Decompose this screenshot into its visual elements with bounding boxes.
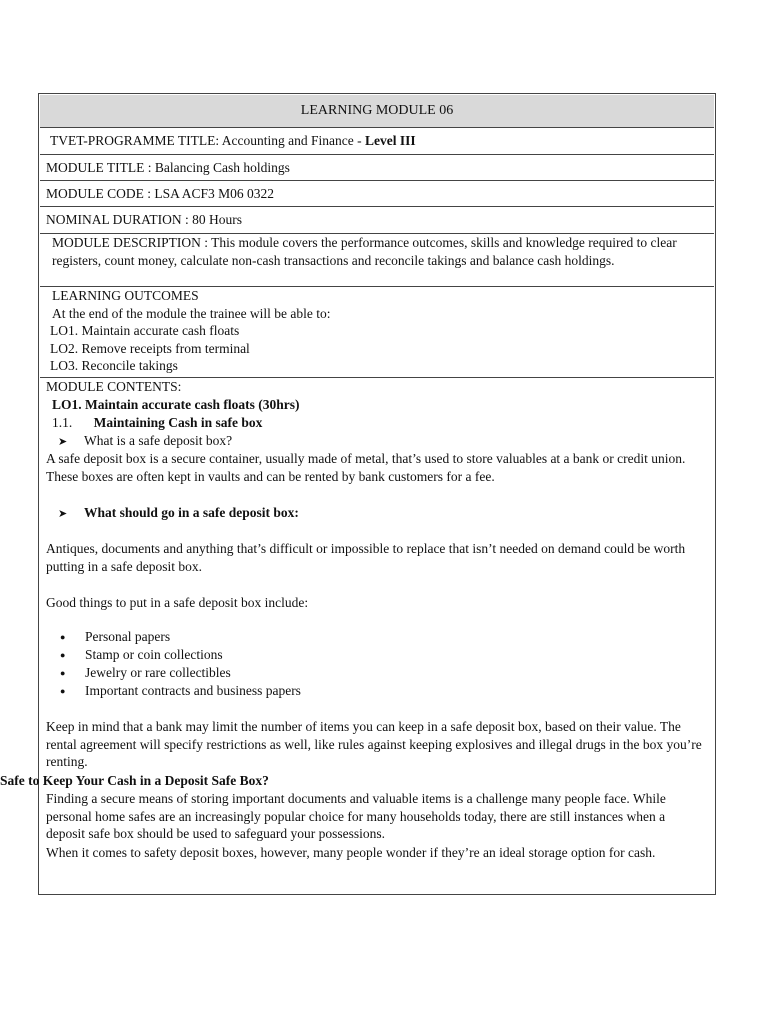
list-item: ● Jewelry or rare collectibles: [60, 665, 231, 680]
paragraph-safe-box-definition: A safe deposit box is a secure container, usually made of metal, that’s used to store valuables at a bank or credit union. These boxes are often kept in vaults and can be rented by bank customers for a fee.: [46, 451, 686, 484]
paragraph-antiques: Antiques, documents and anything that’s difficult or impossible to replace that isn’t needed on demand could be worth putting in a safe deposit box.: [46, 541, 686, 574]
module-header-row: [40, 95, 714, 128]
heading-keep-cash-text: Keep Your Cash in a Deposit Safe Box?: [42, 773, 269, 788]
heading-keep-cash-overflow: Safe to: [0, 773, 40, 788]
module-description-text: MODULE DESCRIPTION : This module covers the performance outcomes, skills and knowledge required to clear registers, count money, calculate non-cash transactions and reconcile takings and balance cash holdings.: [52, 235, 677, 268]
bullet-icon: ●: [60, 632, 66, 642]
list-item: ● Personal papers: [60, 629, 171, 644]
learning-outcomes-intro: At the end of the module the trainee will be able to:: [52, 305, 331, 321]
question-what-to-store-text: What should go in a safe deposit box:: [84, 505, 299, 520]
module-description-row: [40, 234, 714, 287]
arrow-bullet-icon: ➤: [58, 435, 68, 448]
paragraph-secure-storage: Finding a secure means of storing important documents and valuable items is a challenge many people face. While personal home safes are an increasingly popular choice for many households today, there are still instances when a deposit safe box should be used to safeguard your possessions.: [46, 791, 666, 841]
bullet-icon: ●: [60, 668, 66, 678]
items-bullet-list: [60, 628, 301, 700]
programme-value: Accounting and Finance -: [221, 133, 362, 148]
module-header-title: LEARNING MODULE 06: [300, 103, 454, 118]
paragraph-cash-question: When it comes to safety deposit boxes, however, many people wonder if they’re an ideal storage option for cash.: [46, 845, 656, 860]
module-code-row: [40, 181, 714, 207]
learning-outcomes-heading: LEARNING OUTCOMES: [52, 288, 199, 303]
question-what-to-store: [58, 504, 299, 523]
programme-title-row: [40, 128, 714, 155]
module-title-text: MODULE TITLE : Balancing Cash holdings: [46, 160, 290, 175]
lo1-title: LO1. Maintain accurate cash floats (30hrs): [52, 397, 300, 412]
nominal-duration-row: [40, 207, 714, 234]
list-item: ● Stamp or coin collections: [60, 647, 223, 662]
bullet-icon: ●: [60, 650, 66, 660]
programme-level: Level III: [365, 133, 416, 148]
arrow-bullet-icon: ➤: [58, 507, 68, 520]
heading-keep-cash: [0, 772, 269, 790]
learning-outcome-item: LO2. Remove receipts from terminal: [50, 340, 250, 356]
paragraph-good-things: Good things to put in a safe deposit box include:: [46, 595, 309, 610]
section-title: Maintaining Cash in safe box: [93, 415, 263, 430]
list-item: ● Important contracts and business papers: [60, 683, 301, 698]
module-contents-heading: MODULE CONTENTS:: [46, 379, 182, 394]
nominal-duration-text: NOMINAL DURATION : 80 Hours: [46, 212, 242, 227]
module-code-text: MODULE CODE : LSA ACF3 M06 0322: [46, 186, 275, 201]
section-heading: [52, 414, 262, 432]
section-number: 1.1.: [52, 415, 73, 430]
learning-outcome-item: LO1. Maintain accurate cash floats: [50, 323, 240, 338]
question-safe-box: [58, 432, 232, 451]
learning-outcomes-row: [40, 287, 714, 378]
module-title-row: [40, 155, 714, 181]
programme-label: TVET-PROGRAMME TITLE:: [50, 133, 220, 148]
paragraph-bank-limits: Keep in mind that a bank may limit the number of items you can keep in a safe deposit box, based on their value. The rental agreement will specify restrictions as well, like rules against keeping explosives and illegal drugs in the box you’re renting.: [46, 719, 702, 769]
bullet-icon: ●: [60, 686, 66, 696]
learning-outcome-item: LO3. Reconcile takings: [50, 358, 178, 373]
module-contents-section: [0, 378, 714, 893]
question-safe-box-text: What is a safe deposit box?: [84, 433, 233, 448]
